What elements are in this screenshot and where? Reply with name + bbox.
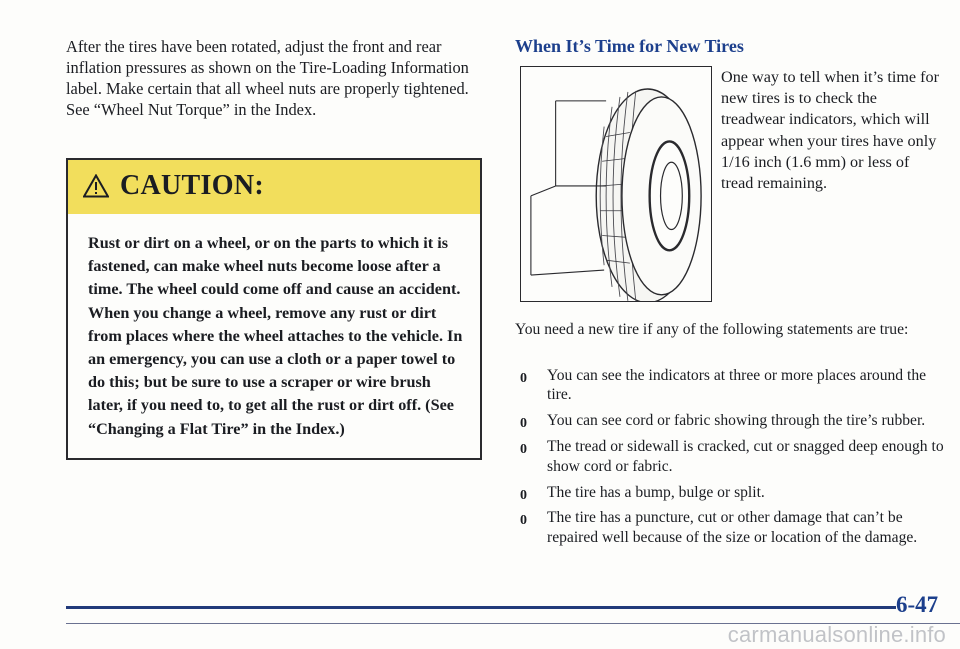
caution-banner bbox=[68, 160, 480, 214]
list-item-text: You can see cord or fabric showing through the tire’s rubber. bbox=[547, 412, 926, 430]
bullet-marker: 0 bbox=[520, 442, 527, 458]
watermark[interactable]: carmanualsonline.info bbox=[727, 622, 946, 647]
bullet-marker: 0 bbox=[520, 487, 527, 503]
list-item-text: You can see the indicators at three or more places around the tire. bbox=[547, 367, 927, 404]
tire-icon bbox=[521, 67, 711, 301]
list-item bbox=[515, 411, 945, 430]
list-item-text: The tire has a bump, bulge or split. bbox=[547, 483, 765, 501]
list-item bbox=[515, 437, 945, 476]
warning-triangle-icon bbox=[83, 174, 109, 198]
tire-condition-list bbox=[515, 366, 945, 554]
caution-title: CAUTION: bbox=[120, 170, 264, 201]
tire-illustration bbox=[520, 66, 712, 302]
list-item-text: The tread or sidewall is cracked, cut or snagged deep enough to show cord or fabric. bbox=[547, 438, 944, 475]
footer-rule bbox=[66, 606, 896, 609]
intro-section bbox=[66, 36, 486, 120]
section-heading: When It’s Time for New Tires bbox=[515, 36, 744, 56]
list-item bbox=[515, 483, 945, 502]
caution-body: Rust or dirt on a wheel, or on the parts to which it is fastened, can make wheel nuts become loose after a time. The wheel could come off and cause an accident. When you change a wheel, remove any rust or dirt from places where the wheel attaches to the vehicle. In an emergency, you can use a cloth or a paper towel to do this; but be sure to use a scraper or wire brush later, if you need to, to get all the rust or dirt off. (See “Changing a Flat Tire” in the Index.) bbox=[88, 234, 463, 438]
bullet-marker: 0 bbox=[520, 513, 527, 529]
list-item-text: The tire has a puncture, cut or other damage that can’t be repaired well because of the size or location of the damage. bbox=[547, 509, 918, 546]
intro-paragraph: After the tires have been rotated, adjust the front and rear inflation pressures as shown on the Tire-Loading Information label. Make certain that all wheel nuts are properly tightened. See “Wheel Nut Torque” in the Index. bbox=[66, 37, 469, 119]
treadwear-paragraph: One way to tell when it’s time for new tires is to check the treadwear indicators, which will appear when your tires have only 1/16 inch (1.6 mm) or less of tread remaining. bbox=[721, 68, 940, 193]
page-number: 6-47 bbox=[896, 592, 939, 617]
list-item bbox=[515, 366, 945, 405]
bullet-marker: 0 bbox=[520, 416, 527, 432]
bullet-marker: 0 bbox=[520, 371, 527, 386]
need-new-tire-paragraph: You need a new tire if any of the following statements are true: bbox=[515, 321, 909, 338]
new-tires-section bbox=[515, 36, 945, 57]
caution-box bbox=[66, 158, 482, 460]
list-item bbox=[515, 508, 945, 547]
